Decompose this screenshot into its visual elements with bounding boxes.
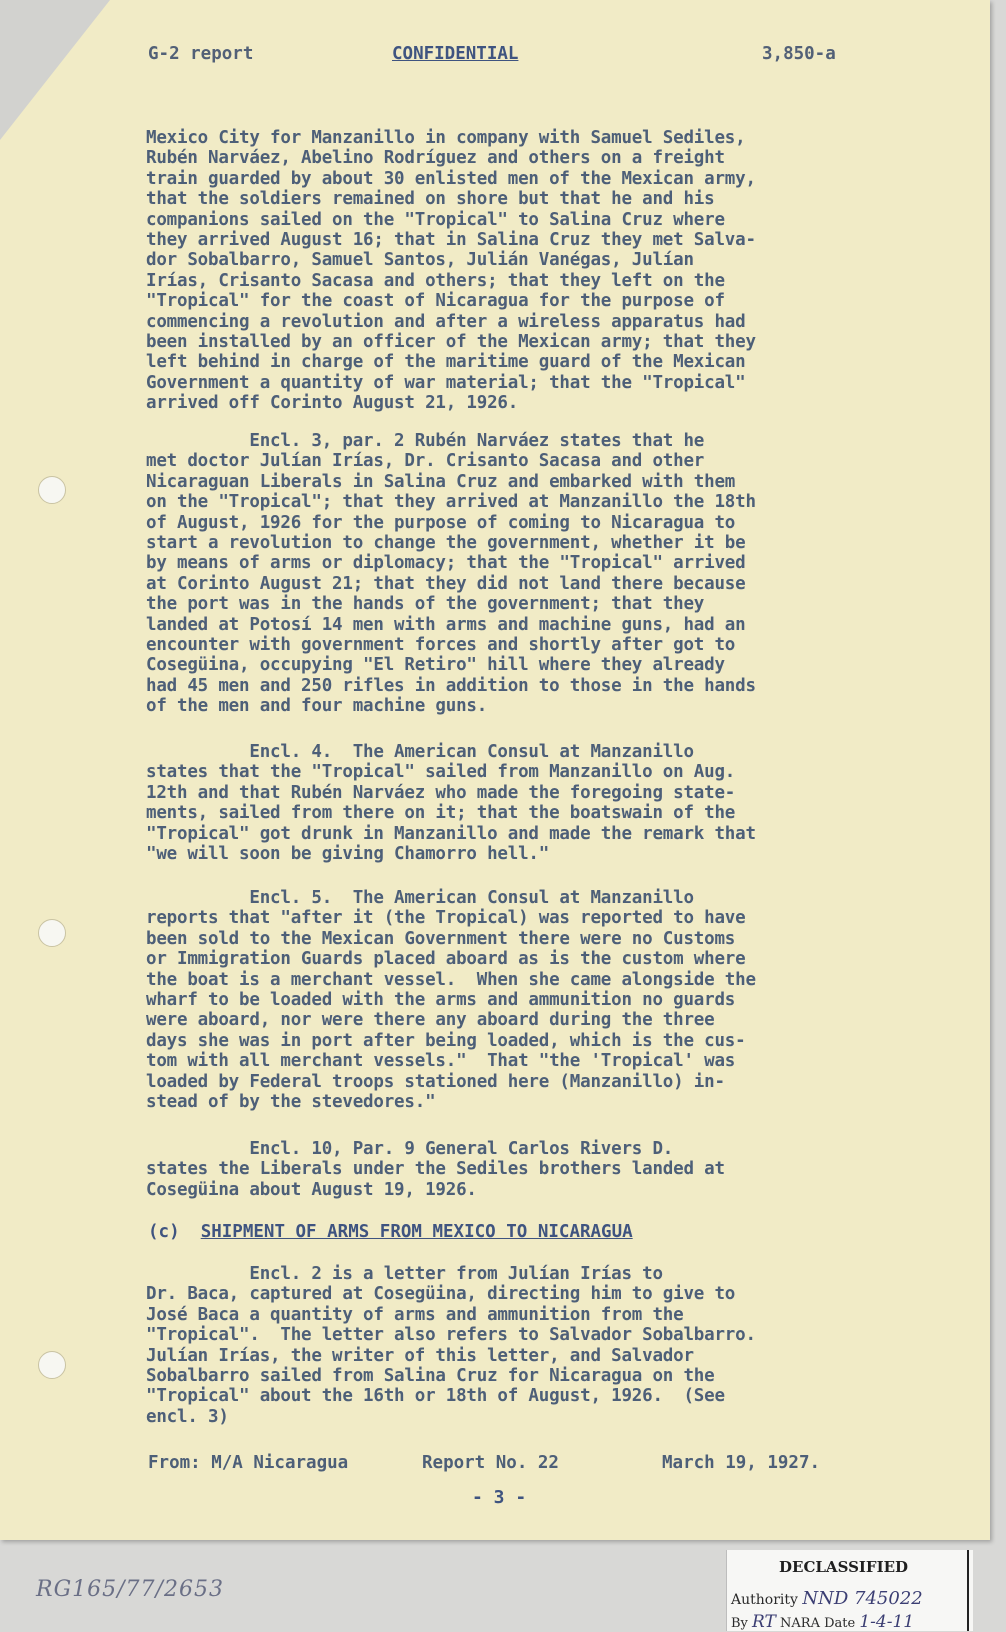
paragraph-encl-10: Encl. 10, Par. 9 General Carlos Rivers D. states the Liberals under the Sediles brothers landed at Cosegüina about August 19, 1926.: [146, 1139, 725, 1200]
stamp-border: [967, 1550, 969, 1631]
declassified-stamp: [726, 1550, 973, 1631]
paragraph-encl-3: Encl. 3, par. 2 Rubén Narváez states that he met doctor Julían Irías, Dr. Crisanto Sacasa and other Nicaraguan Liberals in Salina Cruz and embarked with them on the "Tropical"; that they arrived at Manzanillo the 18th of August, 1926 for the purpose of coming to Nicaragua to start a revolution to change the government, whether it be by means of arms or diplomacy; that the "Tropical" arrived at Corinto August 21; that they did not land there because the port was in the hands of the government; that they landed at Potosí 14 men with arms and machine guns, had an encounter with government forces and shortly after got to Cosegüina, occupying "El Retiro" hill where they already had 45 men and 250 rifles in addition to those in the hands of the men and four machine guns.: [146, 431, 756, 717]
stamp-authority-label: Authority: [731, 1592, 798, 1608]
section-marker: (c): [148, 1222, 180, 1242]
stamp-authority-line: [731, 1588, 923, 1609]
file-number: 3,850-a: [762, 44, 836, 64]
paragraph-encl-4: Encl. 4. The American Consul at Manzanillo states that the "Tropical" sailed from Manzanillo on Aug. 12th and that Rubén Narváez who made the foregoing state- ments, sailed from there on it; that the boatswain of the "Tropical" got drunk in Manzanillo and made the remark that "we will soon be giving Chamorro hell.": [146, 742, 756, 865]
footer-from: From: M/A Nicaragua: [148, 1453, 349, 1473]
punch-hole: [38, 476, 66, 504]
classification-label: CONFIDENTIAL: [392, 44, 519, 64]
punch-hole: [38, 919, 66, 947]
stamp-title: DECLASSIFIED: [779, 1558, 909, 1576]
stamp-by-label: By: [731, 1616, 748, 1631]
section-heading: [148, 1222, 633, 1242]
footer-report-number: Report No. 22: [422, 1453, 559, 1473]
stamp-by-value: RT: [752, 1612, 776, 1632]
stamp-nara-value: 1-4-11: [859, 1612, 915, 1632]
stamp-nara-label: NARA Date: [780, 1616, 856, 1631]
archive-handwritten-mark: RG165/77/2653: [36, 1577, 224, 1602]
paragraph-1: Mexico City for Manzanillo in company with Samuel Sediles, Rubén Narváez, Abelino Rodríguez and others on a freight train guarded by about 30 enlisted men of the Mexican army, that the soldiers remained on shore but that he and his companions sailed on the "Tropical" to Salina Cruz where they arrived August 16; that in Salina Cruz they met Salva- dor Sobalbarro, Samuel Santos, Julián Vanégas, Julían Irías, Crisanto Sacasa and others; that they left on the "Tropical" for the coast of Nicaragua for the purpose of commencing a revolution and after a wireless apparatus had been installed by an officer of the Mexican army; that they left behind in charge of the maritime guard of the Mexican Government a quantity of war material; that the "Tropical" arrived off Corinto August 21, 1926.: [146, 128, 756, 414]
report-label: G-2 report: [148, 44, 254, 64]
footer-date: March 19, 1927.: [662, 1453, 821, 1473]
paragraph-encl-2: Encl. 2 is a letter from Julían Irías to Dr. Baca, captured at Cosegüina, directing him to give to José Baca a quantity of arms and ammunition from the "Tropical". The letter also refers to Salvador Sobalbarro. Julían Irías, the writer of this letter, and Salvador Sobalbarro sailed from Salina Cruz for Nicaragua on the "Tropical" about the 16th or 18th of August, 1926. (See encl. 3): [146, 1264, 756, 1427]
punch-hole: [38, 1351, 66, 1379]
section-title: SHIPMENT OF ARMS FROM MEXICO TO NICARAGUA: [200, 1222, 633, 1242]
report-footer: [148, 1453, 848, 1475]
stamp-authority-value: NND 745022: [802, 1588, 923, 1609]
folded-corner: [0, 0, 110, 140]
stamp-by-line: [731, 1612, 914, 1632]
paragraph-encl-5: Encl. 5. The American Consul at Manzanillo reports that "after it (the Tropical) was reported to have been sold to the Mexican Government there were no Customs or Immigration Guards placed aboard as is the custom where the boat is a merchant vessel. When she came alongside the wharf to be loaded with the arms and ammunition no guards were aboard, nor were there any aboard during the three days she was in port after being loaded, which is the cus- tom with all merchant vessels." That "the 'Tropical' was loaded by Federal troops stationed here (Manzanillo) in- stead of by the stevedores.": [146, 888, 756, 1113]
page-number: - 3 -: [472, 1487, 527, 1508]
